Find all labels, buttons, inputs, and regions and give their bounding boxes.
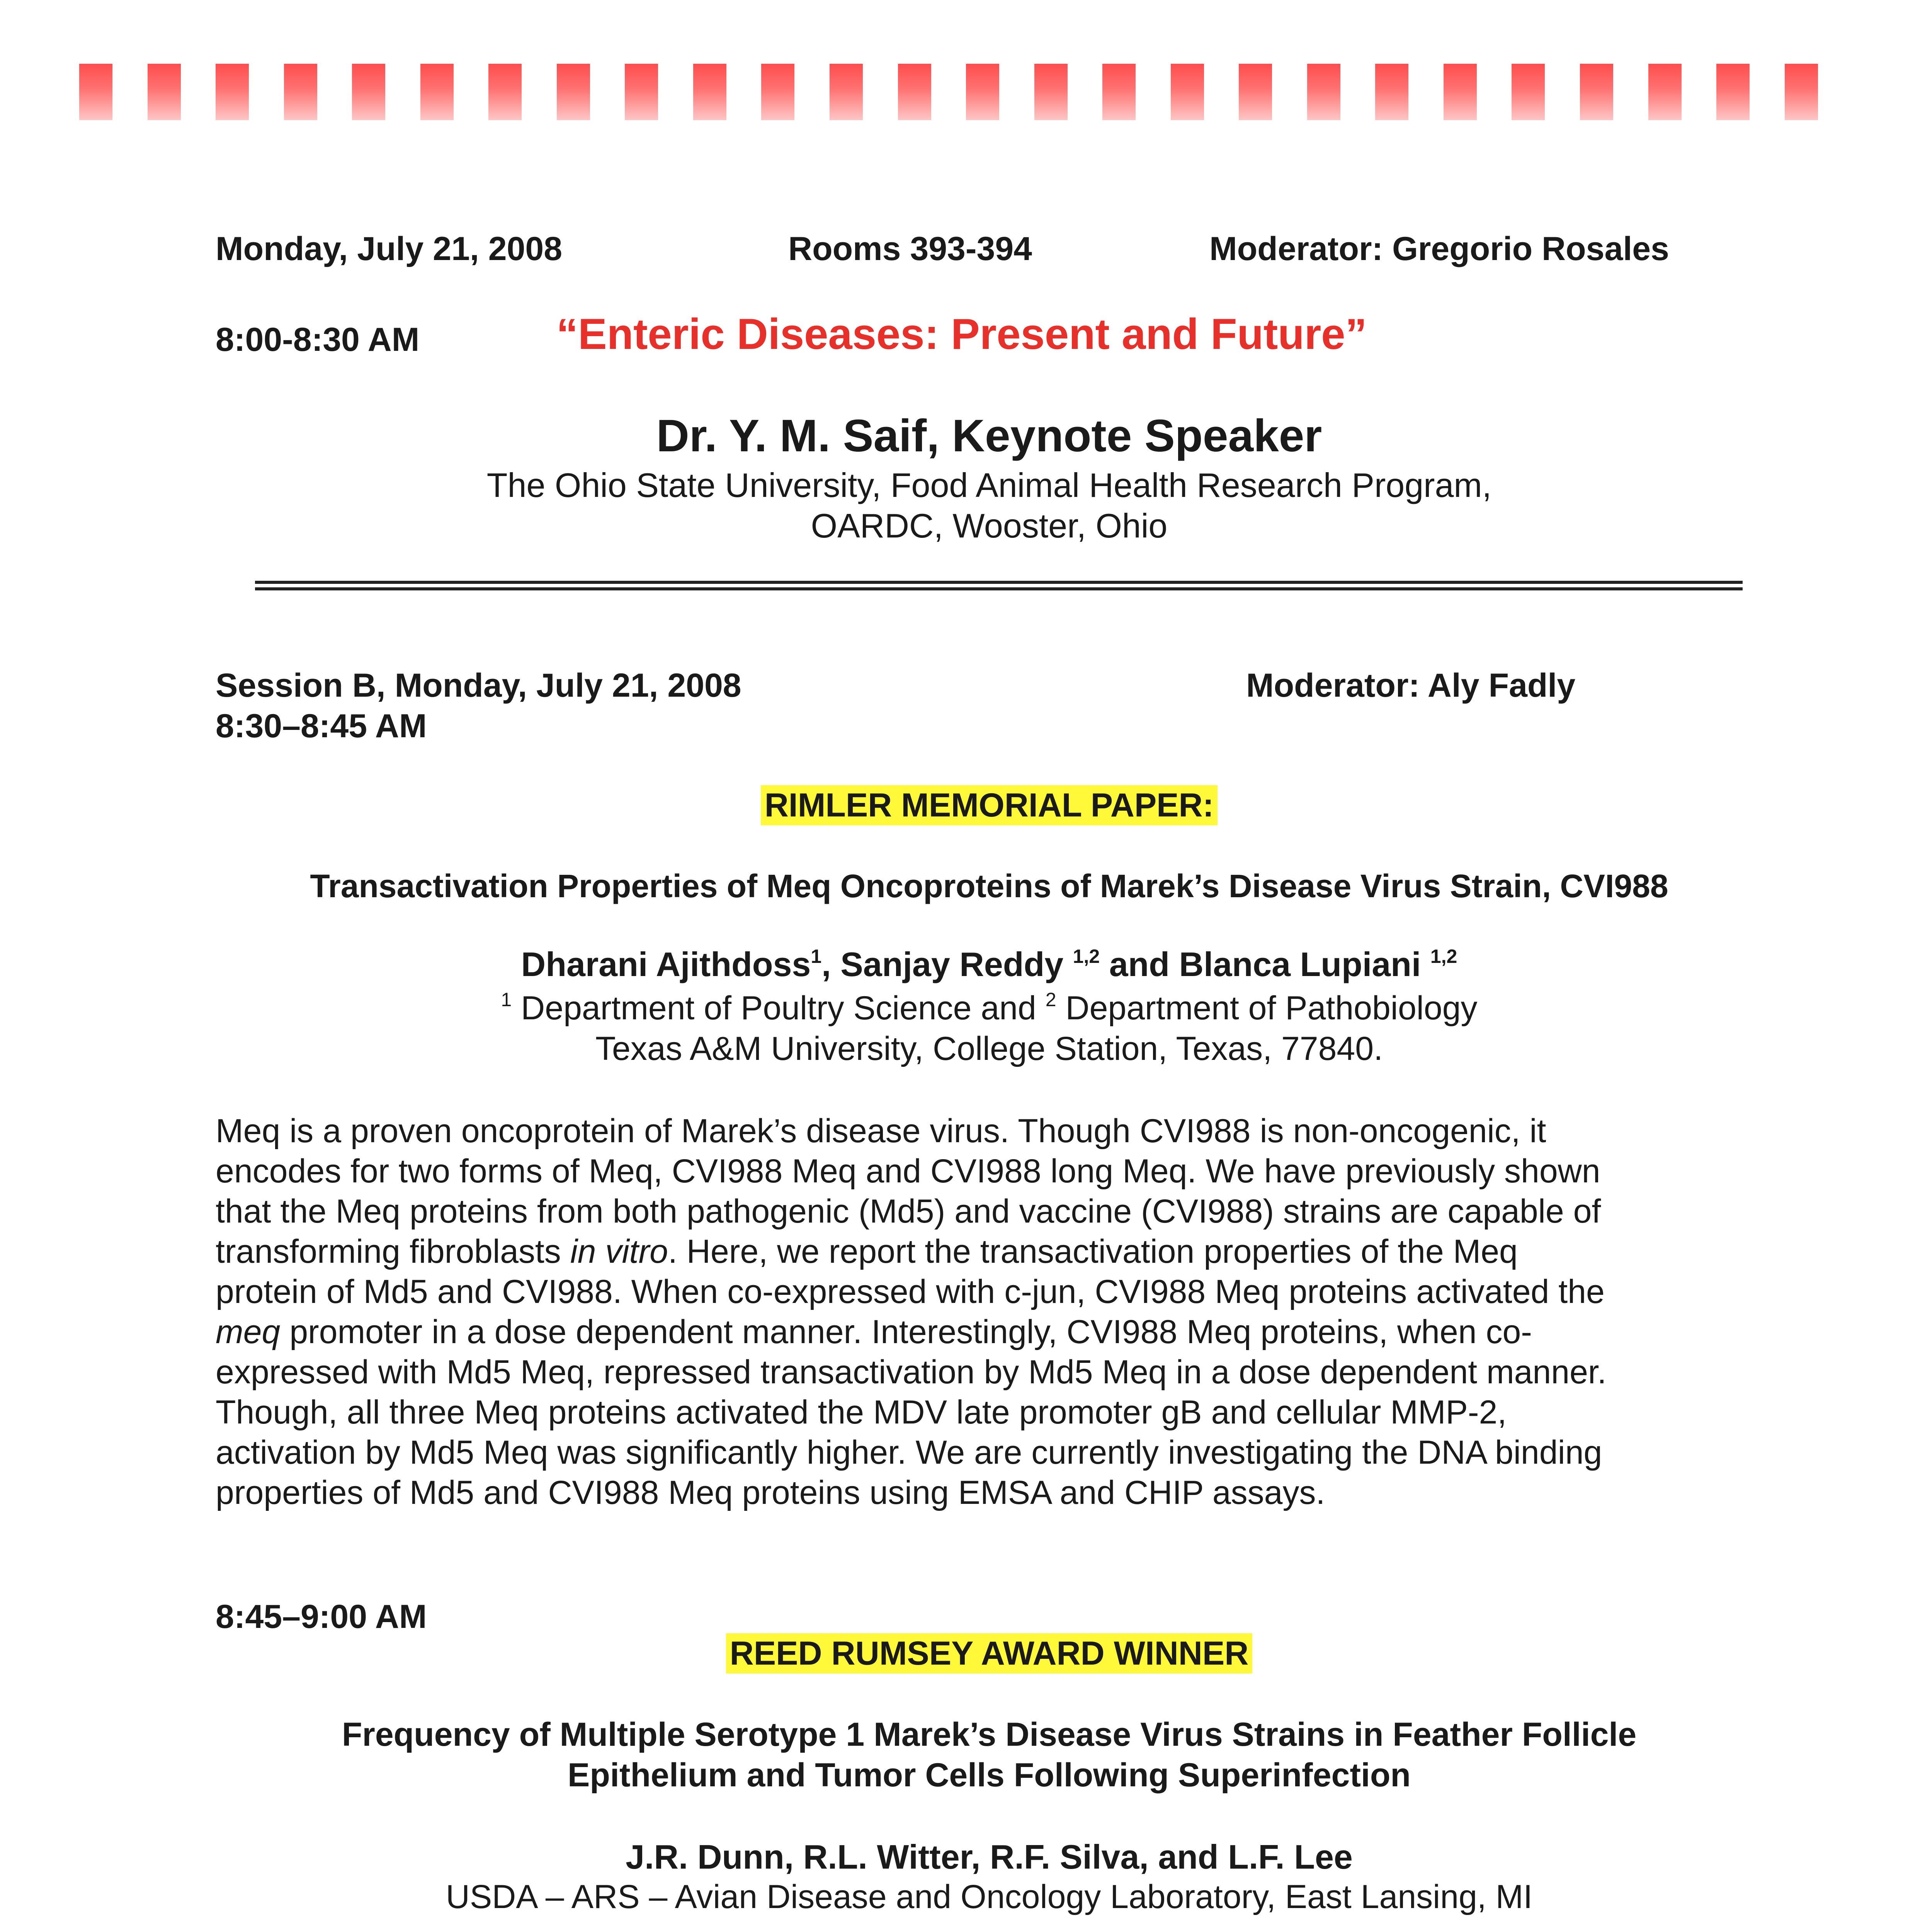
border-square [1648,64,1682,120]
abstract-line: protein of Md5 and CVI988. When co-expressed with c-jun, CVI988 Meq proteins activated the [216,1273,1605,1310]
keynote-speaker: Dr. Y. M. Saif, Keynote Speaker [656,410,1322,461]
session-header: Session B, Monday, July 21, 2008 [216,667,741,704]
keynote-title: “Enteric Diseases: Present and Future” [556,310,1367,358]
paper2-time: 8:45–9:00 AM [216,1598,427,1635]
abstract-line: expressed with Md5 Meq, repressed transactivation by Md5 Meq in a dose dependent manner. [216,1354,1607,1391]
border-square [1580,64,1613,120]
keynote-rooms: Rooms 393-394 [788,230,1032,267]
abstract-line [216,1231,1607,1272]
border-square [1785,64,1818,120]
border-square [488,64,522,120]
border-square [761,64,794,120]
paper2-authors: J.R. Dunn, R.L. Witter, R.F. Silva, and L.F. Lee [626,1838,1353,1876]
abstract-line [216,1312,1607,1352]
border-square [1307,64,1340,120]
abstract-line: that the Meq proteins from both pathogenic (Md5) and vaccine (CVI988) strains are capable of [216,1193,1601,1230]
department-mark: 1 [501,989,512,1010]
abstract-line: activation by Md5 Meq was significantly higher. We are currently investigating the DNA binding [216,1434,1602,1471]
award-highlight: RIMLER MEMORIAL PAPER: [761,785,1218,825]
border-square [625,64,658,120]
abstract-line: Though, all three Meq proteins activated the MDV late promoter gB and cellular MMP-2, [216,1394,1507,1431]
abstract-line: Meq is a proven oncoprotein of Marek’s disease virus. Though CVI988 is non-oncogenic, it [216,1112,1546,1150]
paper2-title-line1: Frequency of Multiple Serotype 1 Marek’s Disease Virus Strains in Feather Follicle [342,1716,1637,1753]
decorative-border [79,64,1818,122]
paper2-affiliation: USDA – ARS – Avian Disease and Oncology Laboratory, East Lansing, MI [446,1878,1533,1915]
paper-authors [216,945,1762,984]
abstract-text: promoter in a dose dependent manner. Interestingly, CVI988 Meq proteins, when co- [280,1313,1532,1350]
divider-line [255,587,1743,590]
session-moderator: Moderator: Aly Fadly [1246,667,1576,704]
border-square [79,64,112,120]
border-square [1102,64,1136,120]
border-square [1444,64,1477,120]
border-square [148,64,181,120]
border-square [216,64,249,120]
keynote-time: 8:00-8:30 AM [216,321,420,358]
paper-departments [216,989,1762,1027]
abstract-italic: meq [216,1313,281,1350]
border-square [1512,64,1545,120]
keynote-affiliation-line1: The Ohio State University, Food Animal Health Research Program, [486,466,1492,504]
border-square [1716,64,1750,120]
author-name: Dharani Ajithdoss [521,945,811,983]
border-square [693,64,726,120]
border-square [966,64,999,120]
award-label [216,1634,1762,1673]
author-name: , Sanjay Reddy [821,945,1073,983]
award-highlight: REED RUMSEY AWARD WINNER [726,1633,1253,1673]
session-time: 8:30–8:45 AM [216,707,427,745]
abstract-text: transforming fibroblasts [216,1233,570,1270]
border-square [1239,64,1272,120]
paper-title: Transactivation Properties of Meq Oncoproteins of Marek’s Disease Virus Strain, CVI988 [310,868,1668,904]
border-square [898,64,931,120]
abstract-line: encodes for two forms of Meq, CVI988 Meq and CVI988 long Meq. We have previously shown [216,1153,1600,1190]
author-affiliation-mark: 1,2 [1430,946,1457,967]
department-text: Department of Pathobiology [1056,990,1478,1027]
border-square [830,64,863,120]
award-label [216,786,1762,825]
paper2-title-line2: Epithelium and Tumor Cells Following Superinfection [568,1757,1411,1794]
author-affiliation-mark: 1 [811,946,822,967]
divider-line [255,581,1743,584]
border-square [557,64,590,120]
border-square [1375,64,1408,120]
keynote-moderator: Moderator: Gregorio Rosales [1209,230,1669,267]
border-square [420,64,454,120]
paper-address: Texas A&M University, College Station, Texas, 77840. [595,1030,1383,1067]
keynote-affiliation-line2: OARDC, Wooster, Ohio [811,507,1168,545]
border-square [284,64,317,120]
author-name: and Blanca Lupiani [1100,945,1430,983]
keynote-date: Monday, July 21, 2008 [216,230,563,267]
border-square [1171,64,1204,120]
abstract-text: . Here, we report the transactivation properties of the Meq [668,1233,1518,1270]
abstract-italic: in vitro [570,1233,668,1270]
paper-abstract [216,1111,1607,1513]
department-mark: 2 [1045,989,1056,1010]
abstract-line: properties of Md5 and CVI988 Meq proteins using EMSA and CHIP assays. [216,1474,1325,1511]
border-square [1034,64,1068,120]
border-square [352,64,385,120]
author-affiliation-mark: 1,2 [1073,946,1100,967]
department-text: Department of Poultry Science and [512,990,1046,1027]
